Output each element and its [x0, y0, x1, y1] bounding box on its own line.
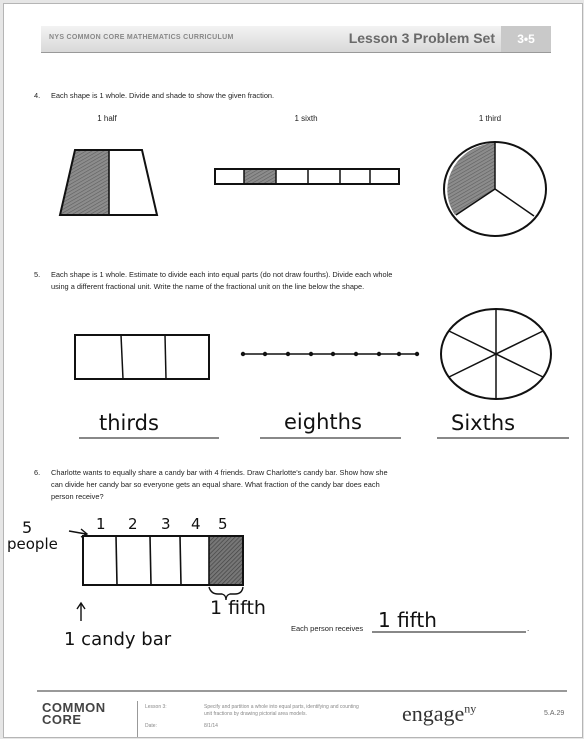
- number-line-eighths: [241, 352, 419, 356]
- common-core-logo-line2: CORE: [42, 712, 82, 727]
- receives-answer: 1 fifth: [378, 608, 437, 632]
- strip-one-sixth: [215, 169, 399, 184]
- question-6-text-3: person receive?: [51, 492, 104, 501]
- footer-description-1: Specify and partition a whole into equal parts, identifying and counting: [204, 704, 359, 710]
- hw-number-3: 3: [161, 515, 171, 533]
- question-6-number: 6.: [34, 468, 41, 477]
- receives-end: .: [527, 624, 530, 633]
- question-4-number: 4.: [34, 91, 41, 100]
- hw-five: 5: [22, 518, 33, 537]
- footer-date: 8/1/14: [204, 723, 218, 729]
- label-1-sixth: 1 sixth: [294, 114, 318, 123]
- question-5-text-2: using a different fractional unit. Write the name of the fractional unit on the line below the shape.: [51, 282, 365, 291]
- hw-number-1: 1: [96, 515, 106, 533]
- footer-lesson-label: Lesson 3:: [145, 704, 167, 710]
- question-6-text-1: Charlotte wants to equally share a candy bar with 4 friends. Draw Charlotte's candy bar. Show how she: [51, 468, 388, 477]
- hw-number-5: 5: [218, 515, 228, 533]
- lesson-badge: 3•5: [501, 26, 551, 52]
- page-number: 5.A.29: [544, 710, 565, 717]
- question-4-text: Each shape is 1 whole. Divide and shade to show the given fraction.: [51, 91, 275, 100]
- lesson-title: Lesson 3 Problem Set: [348, 30, 495, 46]
- engage-text: engage: [402, 701, 465, 726]
- label-1-third: 1 third: [478, 114, 502, 123]
- footer-divider: [137, 701, 138, 737]
- receives-label: Each person receives: [291, 624, 364, 633]
- question-6-text-2: can divide her candy bar so everyone gets an equal share. What fraction of the candy bar does each: [51, 480, 380, 489]
- footer-description-2: unit fractions by drawing pictorial area models.: [204, 711, 307, 717]
- trapezoid-one-half: [60, 150, 157, 215]
- circle-sixths: [441, 309, 551, 399]
- hw-people: people: [7, 535, 58, 553]
- question-5-text-1: Each shape is 1 whole. Estimate to divide each into equal parts (do not draw fourths). Divide each whole: [51, 270, 393, 279]
- engage-sup: ny: [464, 701, 477, 716]
- hw-number-4: 4: [191, 515, 201, 533]
- hw-number-2: 2: [128, 515, 138, 533]
- engage-ny-logo: [402, 701, 476, 727]
- footer-rule: [37, 690, 567, 692]
- worksheet-page: [3, 3, 583, 738]
- footer-date-label: Date:: [145, 723, 157, 729]
- answer-eighths: eighths: [284, 410, 362, 434]
- common-core-logo-line1: COMMON: [42, 700, 106, 715]
- question-5-number: 5.: [34, 270, 41, 279]
- hw-one-fifth: 1 fifth: [210, 597, 266, 619]
- answer-sixths: Sixths: [451, 411, 516, 435]
- curriculum-label: NYS COMMON CORE MATHEMATICS CURRICULUM: [49, 34, 234, 41]
- answer-thirds: thirds: [99, 411, 159, 435]
- hw-candy-bar: 1 candy bar: [64, 629, 172, 650]
- rectangle-thirds: [75, 335, 209, 379]
- label-1-half: 1 half: [97, 114, 117, 123]
- circle-one-third: [444, 142, 546, 236]
